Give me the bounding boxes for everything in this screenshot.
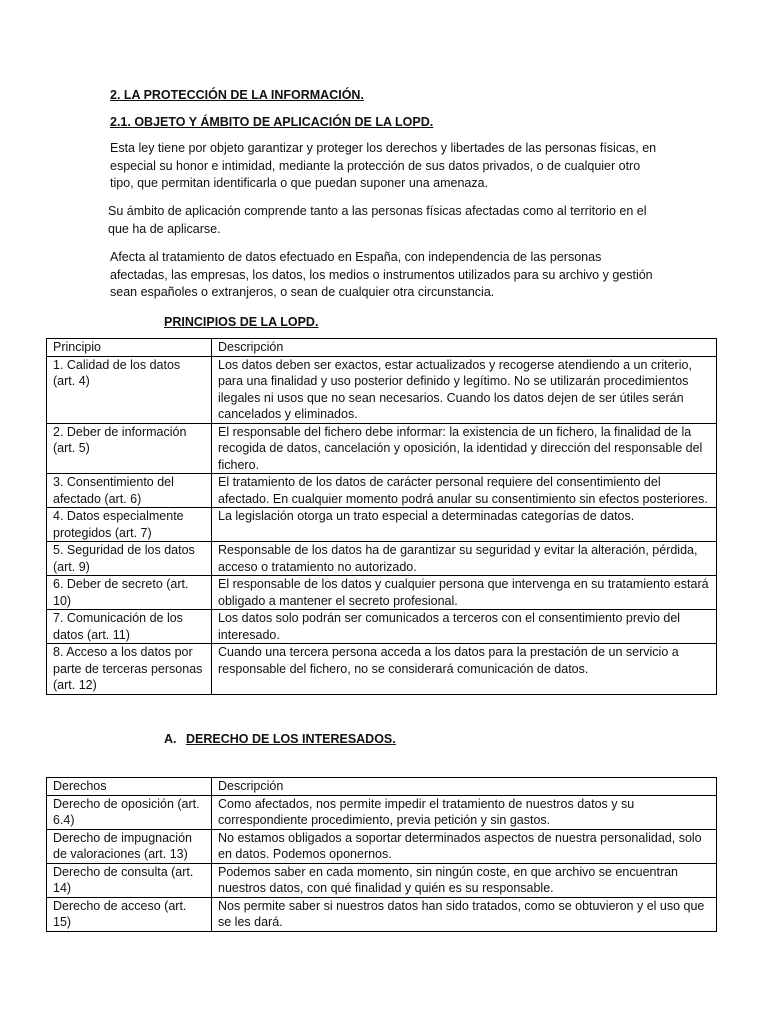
principle-name: 4. Datos especialmente protegidos (art. 7) [47,508,212,542]
principle-description: Los datos solo podrán ser comunicados a terceros con el consentimiento previo del interesado. [212,610,717,644]
right-name: Derecho de consulta (art. 14) [47,863,212,897]
table-row [47,542,717,576]
column-header-derechos: Derechos [47,778,212,796]
paragraph-ambito: Su ámbito de aplicación comprende tanto a las personas físicas afectadas como al territorio en el que ha de aplicarse. [108,204,647,236]
principle-description: Cuando una tercera persona acceda a los datos para la prestación de un servicio a responsable del fichero, no se considerará comunicación de datos. [212,644,717,695]
table-row [47,897,717,931]
column-header-descripcion: Descripción [212,339,717,357]
right-description: Podemos saber en cada momento, sin ningún coste, en que archivo se encuentran nuestros datos, con qué finalidad y quién es su responsable. [212,863,717,897]
right-description: Como afectados, nos permite impedir el tratamiento de nuestros datos y su correspondiente procedimiento, previa petición y sin gastos. [212,795,717,829]
rights-heading-text: DERECHO DE LOS INTERESADOS. [186,732,396,746]
right-name: Derecho de oposición (art. 6.4) [47,795,212,829]
paragraph-tratamiento: Afecta al tratamiento de datos efectuado en España, con independencia de las personas afectadas, las empresas, los datos, los medios o instrumentos utilizados para su archivo y gestión sean españoles o extranjeros, o sean de cualquier otra circunstancia. [110,250,653,299]
principle-name: 3. Consentimiento del afectado (art. 6) [47,474,212,508]
right-description: No estamos obligados a soportar determinados aspectos de nuestra personalidad, solo en datos. Podemos oponernos. [212,829,717,863]
principle-name: 6. Deber de secreto (art. 10) [47,576,212,610]
principle-description: El tratamiento de los datos de carácter personal requiere del consentimiento del afectado. En cualquier momento podrá anular su consentimiento sin efectos posteriores. [212,474,717,508]
principle-name: 2. Deber de información (art. 5) [47,423,212,474]
principle-name: 1. Calidad de los datos (art. 4) [47,356,212,423]
table-row [47,423,717,474]
table-header-row [47,778,717,796]
column-header-principio: Principio [47,339,212,357]
principle-description: Responsable de los datos ha de garantizar su seguridad y evitar la alteración, pérdida, acceso o tratamiento no autorizado. [212,542,717,576]
table-row [47,610,717,644]
right-name: Derecho de acceso (art. 15) [47,897,212,931]
paragraph-objeto: Esta ley tiene por objeto garantizar y proteger los derechos y libertades de las personas físicas, en especial su honor e intimidad, mediante la protección de sus datos privados, o de cualquier otro tipo, que permitan identificarla o que puedan suponer una amenaza. [110,141,657,190]
principle-name: 8. Acceso a los datos por parte de terceras personas (art. 12) [47,644,212,695]
principle-description: La legislación otorga un trato especial a determinadas categorías de datos. [212,508,717,542]
table-row [47,795,717,829]
section-title: 2. LA PROTECCIÓN DE LA INFORMACIÓN. [110,88,364,102]
rights-table [46,777,717,932]
principle-name: 7. Comunicación de los datos (art. 11) [47,610,212,644]
table-row [47,474,717,508]
principles-heading: PRINCIPIOS DE LA LOPD. [164,315,319,329]
principle-name: 5. Seguridad de los datos (art. 9) [47,542,212,576]
rights-heading [164,731,396,747]
table-row [47,508,717,542]
principle-description: El responsable de los datos y cualquier persona que intervenga en su tratamiento estará obligado a mantener el secreto profesional. [212,576,717,610]
subsection-title: 2.1. OBJETO Y ÁMBITO DE APLICACIÓN DE LA LOPD. [110,115,434,129]
rights-heading-letter: A. [164,732,177,746]
right-name: Derecho de impugnación de valoraciones (art. 13) [47,829,212,863]
table-row [47,644,717,695]
table-row [47,829,717,863]
table-row [47,576,717,610]
right-description: Nos permite saber si nuestros datos han sido tratados, como se obtuvieron y el uso que se les dará. [212,897,717,931]
principles-table [46,338,717,695]
table-row [47,863,717,897]
column-header-descripcion: Descripción [212,778,717,796]
principle-description: El responsable del fichero debe informar: la existencia de un fichero, la finalidad de la recogida de datos, cancelación y oposición, la identidad y dirección del responsable del fichero. [212,423,717,474]
table-row [47,356,717,423]
table-header-row [47,339,717,357]
principle-description: Los datos deben ser exactos, estar actualizados y recogerse atendiendo a un criterio, para una finalidad y uso posterior definido y legítimo. No se utilizarán procedimientos ilegales ni usos que no sean necesarios. Cuando los datos dejen de ser útiles serán cancelados y eliminados. [212,356,717,423]
